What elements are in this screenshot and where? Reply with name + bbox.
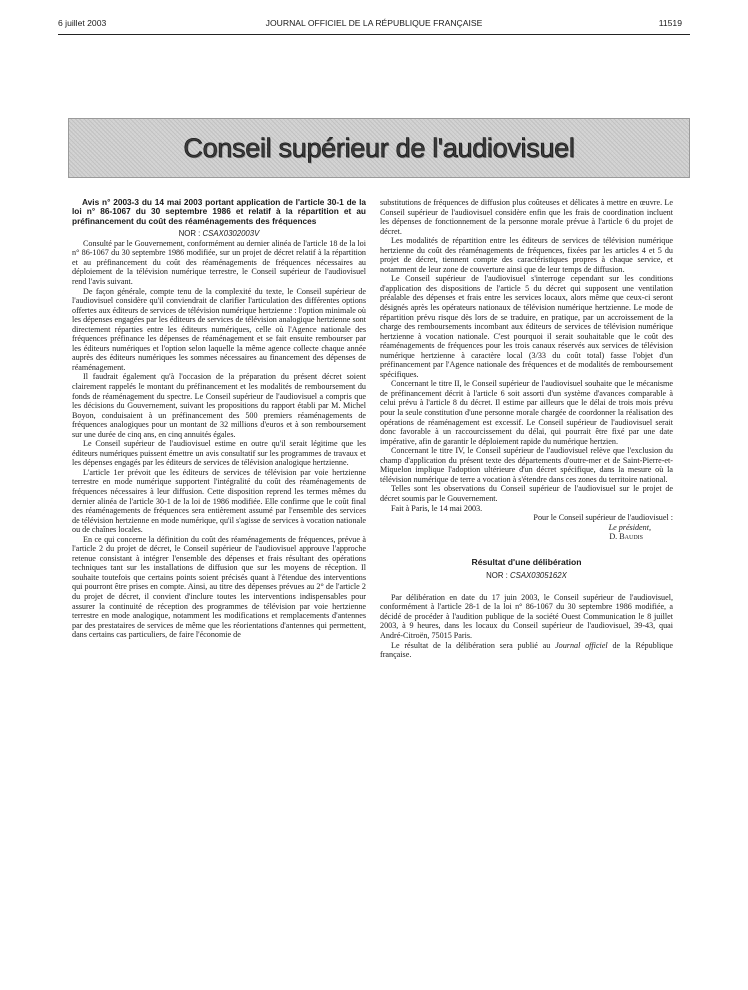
avis-paragraph: Consulté par le Gouvernement, conformément au dernier alinéa de l'article 18 de la loi n° 86-1067 du 30 septembre 1986 modifiée, sur un projet de décret relatif à la répartition et au préfinancement du coût des réaménagements de fréquences nécessaires au déploiement de la télévision numérique terrestre, le Conseil supérieur de l'audiovisuel rend l'avis suivant. [72,238,366,286]
right-column [380,198,673,660]
avis-paragraph: En ce qui concerne la définition du coût des réaménagements de fréquences, prévue à l'article 2 du projet de décret, le Conseil supérieur de l'audiovisuel approuve l'approche retenue consistant à intégrer l'ensemble des dépenses et frais résultant des opérations techniques tant sur les installations de diffusion que sur les moyens de réception. Il souhaite toutefois que certains points soient précisés quant à l'étendue des interventions qui pourront être prises en compte. Ainsi, au titre des dépenses prévues au 2° de l'article 2 du projet de décret, il convient d'inclure toutes les interventions indispensables pour assurer la continuité de réception des programmes de télévision par voie hertzienne terrestre en mode analogique, notamment les modifications et remplacements d'antennes par des prestataires de services de même que les réorientations d'antennes qui permettent, dans certains cas particuliers, de faire l'économie de [72,534,366,640]
avis-paragraph: Le Conseil supérieur de l'audiovisuel estime en outre qu'il serait légitime que les éditeurs numériques puissent émettre un avis consultatif sur les programmes de travaux et les dépenses engagés par les éditeurs de services de télévision analogique hertzienne. [72,439,366,468]
header-journal-title: JOURNAL OFFICIEL DE LA RÉPUBLIQUE FRANÇAISE [265,18,483,28]
avis-paragraph: L'article 1er prévoit que les éditeurs de services de télévision par voie hertzienne terrestre en mode numérique supportent l'intégralité du coût des réaménagements de fréquences nécessaires à leur diffusion. Cette disposition reprend les termes mêmes du dernier alinéa de l'article 30-1 de la loi de 1986 modifiée. Elle confirme que le coût final des réaménagements de fréquences sera entièrement assumé par l'ensemble des services de télévision hertzienne en mode numérique, qu'il s'agisse de services à vocation nationale ou de chaînes locales. [72,467,366,535]
avis-nor [72,229,366,239]
resultat-nor-label: NOR : [486,571,508,581]
resultat-title: Résultat d'une délibération [471,556,582,567]
avis-paragraph: De façon générale, compte tenu de la complexité du texte, le Conseil supérieur de l'audiovisuel considère qu'il conviendrait de clarifier l'articulation des différentes options offertes aux éditeurs de services de télévision numérique hertzienne : l'option minimale où les dépenses engagées par les éditeurs de services de télévision analogique hertzienne sont directement réparties entre les éditeurs numériques, celle où l'Agence nationale des fréquences préfinance les dépenses de réaménagement et se fait ensuite rembourser par les éditeurs numériques et l'option selon laquelle la même agence collecte chaque année auprès des éditeurs numériques les sommes nécessaires au financement des dépenses de réaménagement. [72,286,366,372]
avis-paragraph: Le Conseil supérieur de l'audiovisuel s'interroge cependant sur les conditions d'application des dispositions de l'article 5 du décret qui supposent une ventilation préalable des dépenses et frais entre les services locaux, alors même que ceux-ci seront désignés après les opérateurs nationaux de télévision numérique hertzienne. Le mode de répartition prévu risque dès lors de se traduire, en pratique, par un accroissement de la charge des remboursements incombant aux éditeurs de services de télévision numérique hertzienne à vocation nationale. C'est pourquoi il serait souhaitable que le coût des réaménagements de fréquences pour les trois canaux réservés aux services de télévision numérique hertzienne à caractère local (3/33 du coût total) fasse l'objet d'un préfinancement par l'Agence nationale des fréquences et de modalités de remboursement spécifiques. [380,274,673,379]
avis-paragraph: Concernant le titre II, le Conseil supérieur de l'audiovisuel souhaite que le mécanisme de préfinancement décrit à l'article 6 soit assorti d'un système d'avances comparable à celui prévu à l'article 8 du décret. Il estime par ailleurs que le délai de trois mois prévu pour la seule constitution d'une personne morale chargée de coordonner la réalisation des opérations de réaménagement est excessif. Le Conseil supérieur de l'audiovisuel serait donc favorable à un raccourcissement du délai, qui pourrait être fixé par une date impérative, afin de garantir le déploiement rapide du numérique hertzien. [380,379,673,446]
section-banner-title: Conseil supérieur de l'audiovisuel [183,132,575,163]
header-page-number: 11519 [658,18,682,28]
resultat-text: de la République française. [380,640,673,660]
avis-title: Avis n° 2003-3 du 14 mai 2003 portant application de l'article 30-1 de la loi n° 86-1067 du 30 septembre 1986 et relatif à la répartition et au préfinancement du coût des réaménagements des fréquences [72,197,366,226]
resultat-nor-code: CSAX0305162X [510,571,567,581]
avis-done-at: Fait à Paris, le 14 mai 2003. [391,503,483,513]
header-date: 6 juillet 2003 [58,18,107,28]
resultat-nor [380,571,673,581]
journal-officiel-reference: Journal officiel [555,640,608,650]
page-header [0,18,748,32]
avis-nor-label: NOR : [178,229,201,239]
signature-title: Le président, [608,522,651,532]
avis-nor-code: CSAX0302003V [202,229,260,239]
avis-paragraph: substitutions de fréquences de diffusion plus coûteuses et délicates à mettre en œuvre. Le Conseil supérieur de l'audiovisuel considère enfin que les frais de coordination incluent les dépenses de fonctionnement de la personne morale prévue à l'article 6 du projet de décret. [380,198,673,236]
signature-name: D. Baudis [609,532,643,542]
avis-paragraph: Les modalités de répartition entre les éditeurs de services de télévision numérique hertzienne du coût des réaménagements de fréquences, fixées par les articles 4 et 5 du projet de décret, tiennent compte des caractéristiques propres à chaque service, et notamment de leur zone de couverture ainsi que de leur temps de diffusion. [380,236,673,274]
avis-paragraph: Concernant le titre IV, le Conseil supérieur de l'audiovisuel relève que l'exclusion du champ d'application du présent texte des départements d'outre-mer et de Saint-Pierre-et-Miquelon implique l'adoption ultérieure d'un décret spécifique, dans la mesure où la télévision numérique de terre a vocation à s'étendre dans ces zones du territoire national. [380,446,673,484]
header-rule [58,34,690,35]
resultat-paragraph: Par délibération en date du 17 juin 2003, le Conseil supérieur de l'audiovisuel, conformément à l'article 28-1 de la loi n° 86-1067 du 30 septembre 1986 modifiée, a décidé de procéder à l'audition publique de la société Ouest Communication le 8 juillet 2003, à 9 heures, dans les locaux du Conseil supérieur de l'audiovisuel, 39-43, quai André-Citroën, 75015 Paris. [380,592,673,640]
signature-line: Pour le Conseil supérieur de l'audiovisuel : [533,513,673,523]
avis-paragraph: Il faudrait également qu'à l'occasion de la préparation du présent décret soient clairement rappelés le montant du préfinancement et les modalités de remboursement du fonds de réaménagement du spectre. Le Conseil supérieur de l'audiovisuel a compris que les décisions du Gouvernement, suivant les propositions du rapport établi par M. Michel Boyon, conduisaient à un préfinancement des 500 premiers réaménagements de fréquences analogiques pour un montant de 32 millions d'euros et à son remboursement sur une durée de cinq ans, en cinq annuités égales. [72,372,366,439]
avis-paragraph: Telles sont les observations du Conseil supérieur de l'audiovisuel sur le projet de décret soumis par le Gouvernement. [380,484,673,503]
resultat-text: Le résultat de la délibération sera publié au [391,640,556,650]
left-column [72,198,366,640]
resultat-paragraph-publication [380,641,673,660]
section-banner [68,118,690,178]
